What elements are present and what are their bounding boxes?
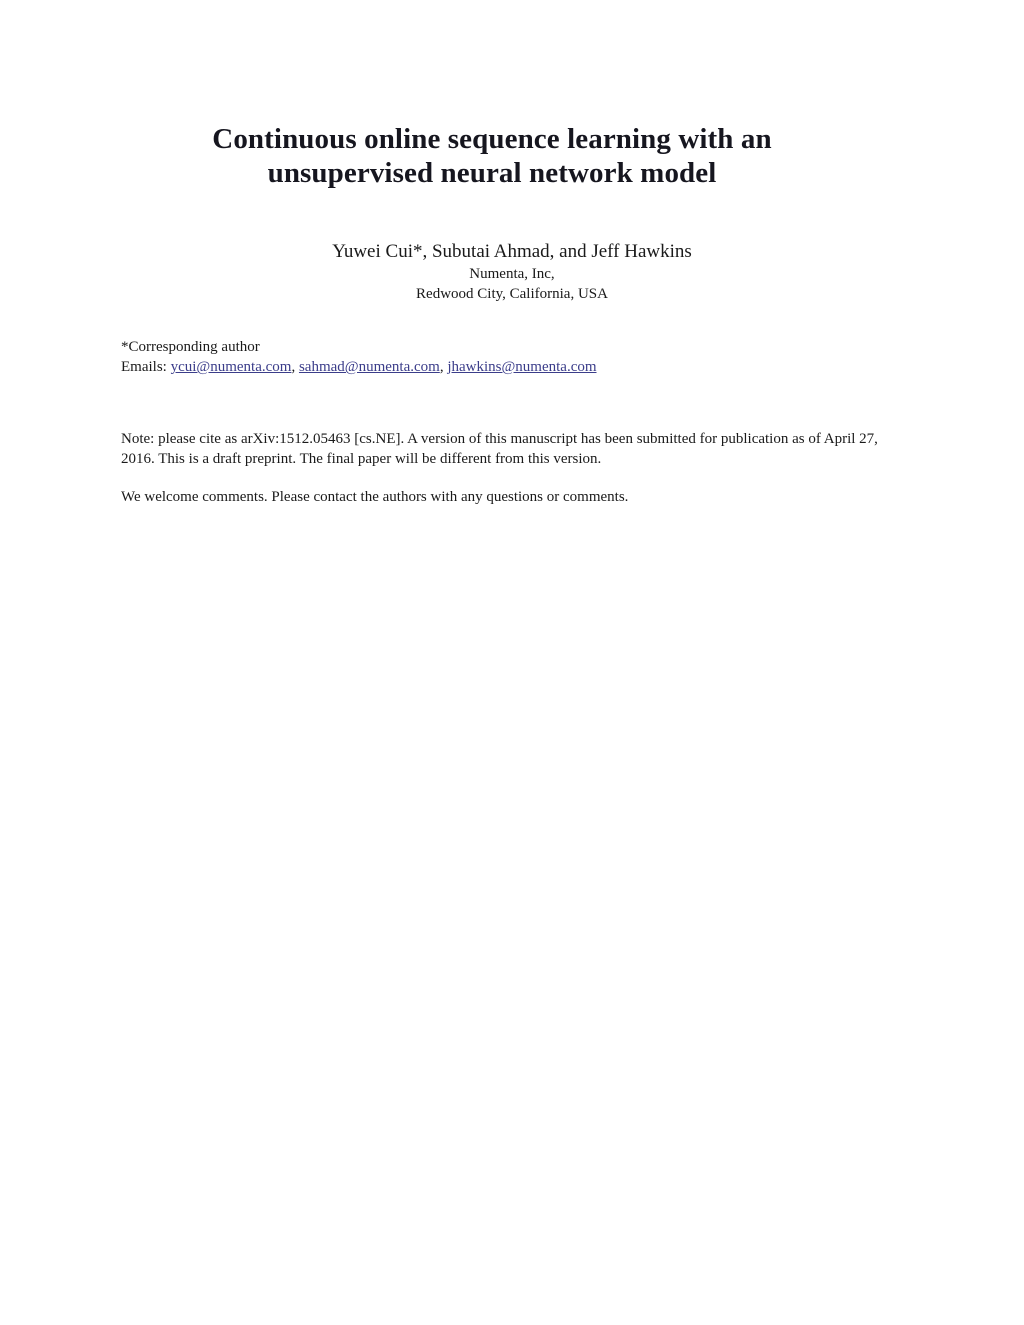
email-separator: , [439,359,448,375]
corresponding-author-label: *Corresponding author [121,339,260,355]
email-separator: , [291,359,299,375]
emails-label: Emails: [121,359,171,375]
email-link-jhawkins[interactable]: jhawkins@numenta.com [447,359,597,375]
welcome-comments: We welcome comments. Please contact the authors with any questions or comments. [121,489,629,505]
affiliation-organization: Numenta, Inc, [469,266,555,282]
author-list: Yuwei Cui*, Subutai Ahmad, and Jeff Hawkins [332,241,692,262]
citation-note: Note: please cite as arXiv:1512.05463 [cs.NE]. A version of this manuscript has been submitted for publication as of April 27, 2016. This is a draft preprint. The final paper will be different from this version. [121,431,878,467]
email-link-sahmad[interactable]: sahmad@numenta.com [298,359,440,375]
paper-title-line-1: Continuous online sequence learning with an [212,123,772,155]
email-link-ycui[interactable]: ycui@numenta.com [170,359,292,375]
affiliation-location: Redwood City, California, USA [416,286,608,302]
emails-line [121,357,921,377]
paper-title [112,122,872,190]
paper-title-line-2: unsupervised neural network model [267,157,717,189]
